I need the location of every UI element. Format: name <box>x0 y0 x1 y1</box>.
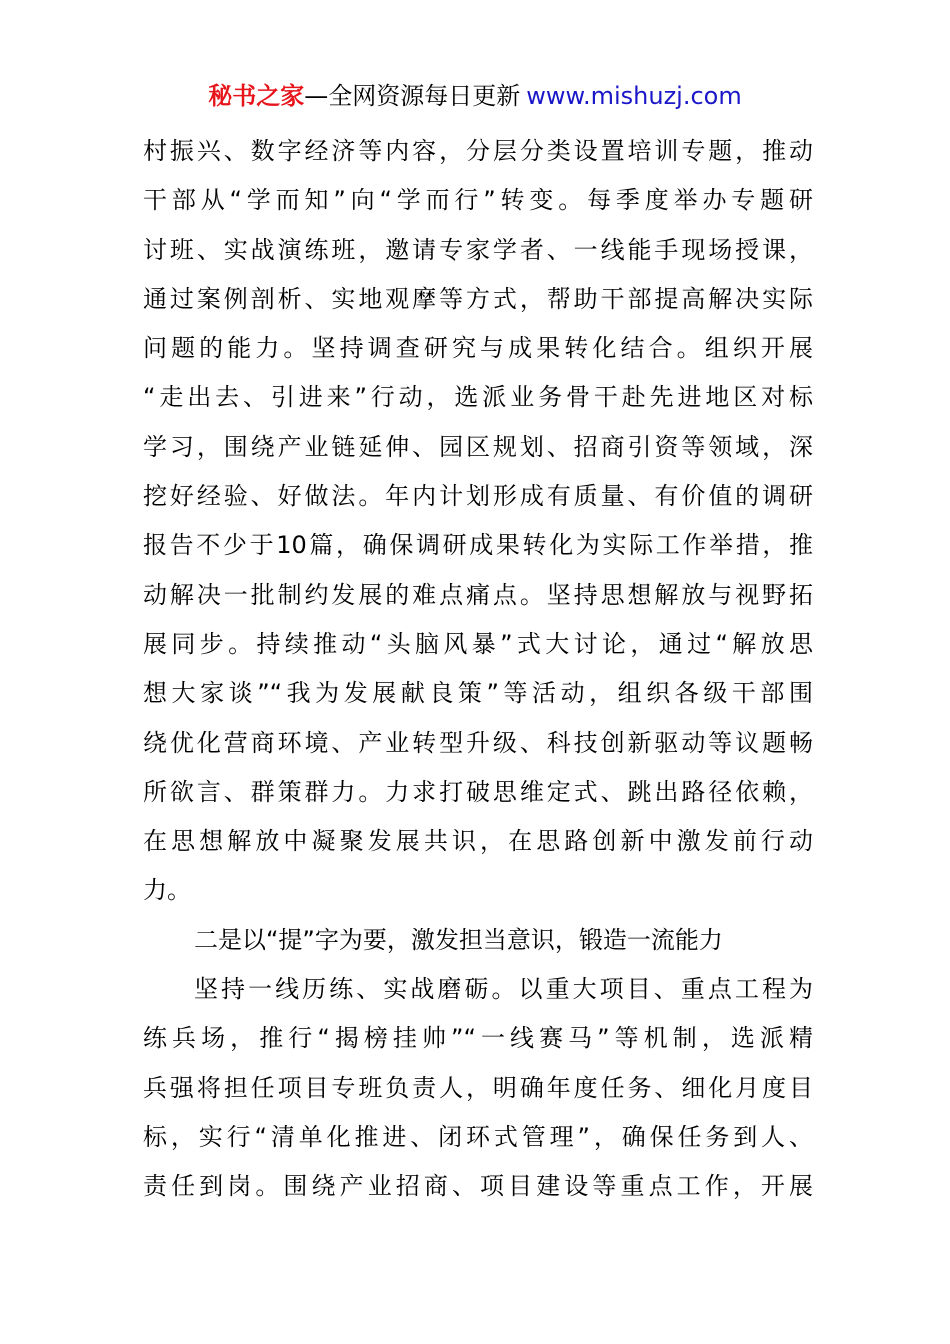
text-line: 力。 <box>143 876 191 905</box>
site-header <box>0 80 950 112</box>
site-tagline: —全网资源每日更新 <box>304 82 521 110</box>
document-body <box>143 127 813 1212</box>
section-heading: 二是以“提”字为要，激发担当意识，锻造一流能力 <box>194 925 723 954</box>
text-line: 标，实行“清单化推进、闭环式管理”，确保任务到人、 <box>143 1122 813 1151</box>
text-line: 挖好经验、好做法。年内计划形成有质量、有价值的调研 <box>143 482 813 511</box>
text-line: “走出去、引进来”行动，选派业务骨干赴先进地区对标 <box>143 383 813 412</box>
text-line: 通过案例剖析、实地观摩等方式，帮助干部提高解决实际 <box>143 284 813 313</box>
text-line: 想大家谈”“我为发展献良策”等活动，组织各级干部围 <box>143 679 813 708</box>
text-line: 在思想解放中凝聚发展共识，在思路创新中激发前行动 <box>143 827 813 856</box>
text-line: 责任到岗。围绕产业招商、项目建设等重点工作，开展 <box>143 1172 813 1201</box>
text-line: 村振兴、数字经济等内容，分层分类设置培训专题，推动 <box>143 137 813 165</box>
text-line: 所欲言、群策群力。力求打破思维定式、跳出路径依赖， <box>143 777 813 806</box>
text-line: 问题的能力。坚持调查研究与成果转化结合。组织开展 <box>143 334 813 363</box>
text-line: 学习，围绕产业链延伸、园区规划、招商引资等领域，深 <box>143 432 813 461</box>
text-line: 讨班、实战演练班，邀请专家学者、一线能手现场授课， <box>143 235 813 264</box>
text-line: 兵强将担任项目专班负责人，明确年度任务、细化月度目 <box>143 1073 813 1102</box>
site-url-link[interactable]: www.mishuzj.com <box>526 82 742 110</box>
text-line: 干部从“学而知”向“学而行”转变。每季度举办专题研 <box>143 186 813 215</box>
text-line: 展同步。持续推动“头脑风暴”式大讨论，通过“解放思 <box>143 629 813 658</box>
text-line: 动解决一批制约发展的难点痛点。坚持思想解放与视野拓 <box>143 580 813 609</box>
text-line: 报告不少于10篇，确保调研成果转化为实际工作举措，推 <box>143 531 813 560</box>
text-line: 练兵场，推行“揭榜挂帅”“一线赛马”等机制，选派精 <box>143 1024 813 1053</box>
site-brand: 秘书之家 <box>208 82 305 110</box>
text-line: 绕优化营商环境、产业转型升级、科技创新驱动等议题畅 <box>143 728 813 757</box>
text-line: 坚持一线历练、实战磨砺。以重大项目、重点工程为 <box>194 975 813 1004</box>
